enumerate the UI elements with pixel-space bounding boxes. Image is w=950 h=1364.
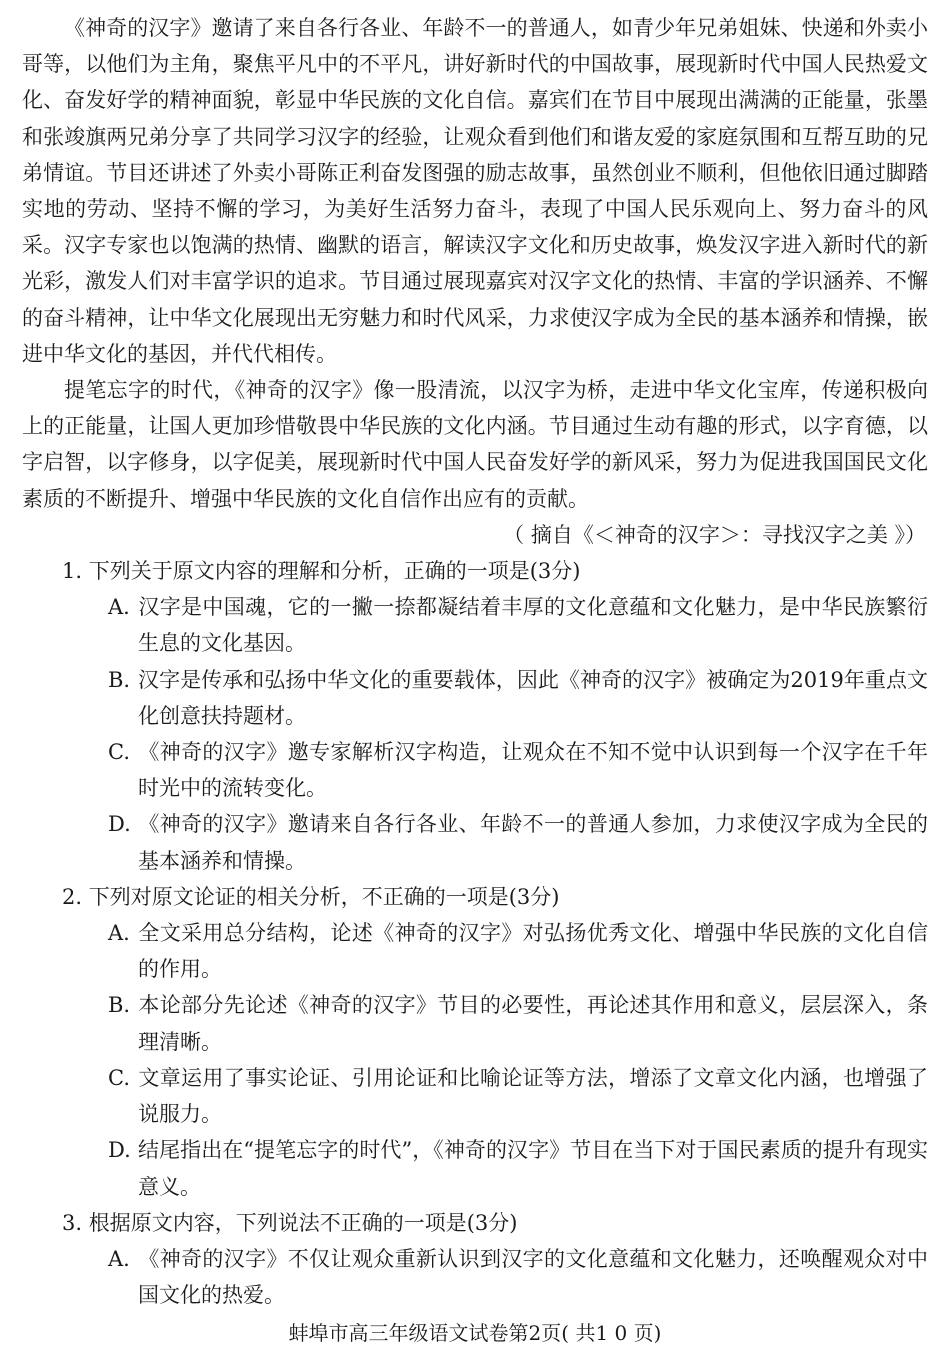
- question-2: [22, 879, 928, 1205]
- option-a: [22, 589, 928, 661]
- option-letter: B.: [108, 993, 131, 1018]
- option-text: 文章运用了事实论证、引用论证和比喻论证等方法，增添了文章文化内涵，也增强了说服力。: [138, 1065, 928, 1127]
- option-text: 《神奇的汉字》不仅让观众重新认识到汉字的文化意蕴和文化魅力，还唤醒观众对中国文化的热爱。: [138, 1246, 928, 1308]
- option-c: [22, 734, 928, 806]
- option-text: 汉字是传承和弘扬中华文化的重要载体，因此《神奇的汉字》被确定为2019年重点文化创意扶持题材。: [138, 667, 928, 728]
- option-letter: A.: [108, 921, 130, 946]
- article-source: （ 摘自《＜神奇的汉字＞：寻找汉字之美 》）: [503, 522, 926, 547]
- option-letter: D.: [108, 1138, 131, 1163]
- article-paragraph-2: 提笔忘字的时代，《神奇的汉字》像一股清流，以汉字为桥，走进中华文化宝库，传递积极向上的正能量，让国人更加珍惜敬畏中华民族的文化内涵。节目通过生动有趣的形式，以字育德，以字启智，以字修身，以字促美，展现新时代中国人民奋发好学的新风采，努力为促进我国国民文化素质的不断提升、增强中华民族的文化自信作出应有的贡献。: [22, 378, 928, 511]
- question-3: [22, 1205, 928, 1314]
- option-text: 《神奇的汉字》邀请来自各行各业、年龄不一的普通人参加，力求使汉字成为全民的基本涵养和情操。: [138, 812, 928, 873]
- option-text: 《神奇的汉字》邀专家解析汉字构造，让观众在不知不觉中认识到每一个汉字在千年时光中的流转变化。: [138, 740, 928, 801]
- question-stem: 2. 下列对原文论证的相关分析，不正确的一项是(3分): [62, 884, 560, 909]
- option-letter: D.: [108, 812, 131, 837]
- option-b: [22, 662, 928, 734]
- option-b: [22, 987, 928, 1059]
- option-letter: A.: [108, 595, 130, 620]
- option-a: [22, 915, 928, 987]
- option-letter: B.: [108, 667, 131, 692]
- option-text: 全文采用总分结构，论述《神奇的汉字》对弘扬优秀文化、增强中华民族的文化自信的作用。: [138, 921, 928, 982]
- exam-page: [22, 10, 928, 1313]
- option-letter: C.: [108, 1065, 130, 1090]
- page-footer: 蚌埠市高三年级语文试卷第2页( 共1 0 页): [288, 1321, 662, 1345]
- question-1: [22, 553, 928, 879]
- option-a: [22, 1241, 928, 1313]
- question-stem: 3. 根据原文内容，下列说法不正确的一项是(3分): [62, 1210, 518, 1235]
- option-text: 汉字是中国魂，它的一撇一捺都凝结着丰厚的文化意蕴和文化魅力，是中华民族繁衍生息的文化基因。: [138, 595, 928, 656]
- option-c: [22, 1060, 928, 1132]
- option-text: 本论部分先论述《神奇的汉字》节目的必要性，再论述其作用和意义，层层深入，条理清晰。: [138, 993, 928, 1054]
- option-text: 结尾指出在“提笔忘字的时代”，《神奇的汉字》节目在当下对于国民素质的提升有现实意义。: [138, 1138, 928, 1199]
- option-d: [22, 1132, 928, 1204]
- question-stem: 1. 下列关于原文内容的理解和分析，正确的一项是(3分): [62, 559, 581, 584]
- option-d: [22, 806, 928, 878]
- option-letter: C.: [108, 740, 130, 765]
- article-paragraph-1: 《神奇的汉字》邀请了来自各行各业、年龄不一的普通人，如青少年兄弟姐妹、快递和外卖小哥等，以他们为主角，聚焦平凡中的不平凡，讲好新时代的中国故事，展现新时代中国人民热爱文化、奋发好学的精神面貌，彰显中华民族的文化自信。嘉宾们在节目中展现出满满的正能量，张墨和张竣旗两兄弟分享了共同学习汉字的经验，让观众看到他们和谐友爱的家庭氛围和互帮互助的兄弟情谊。节目还讲述了外卖小哥陈正利奋发图强的励志故事，虽然创业不顺利，但他依旧通过脚踏实地的劳动、坚持不懈的学习，为美好生活努力奋斗，表现了中国人民乐观向上、努力奋斗的风采。汉字专家也以饱满的热情、幽默的语言，解读汉字文化和历史故事，焕发汉字进入新时代的新光彩，激发人们对丰富学识的追求。节目通过展现嘉宾对汉字文化的热情、丰富的学识涵养、不懈的奋斗精神，让中华文化展现出无穷魅力和时代风采，力求使汉字成为全民的基本涵养和情操，嵌进中华文化的基因，并代代相传。: [22, 16, 928, 366]
- option-letter: A.: [108, 1246, 130, 1271]
